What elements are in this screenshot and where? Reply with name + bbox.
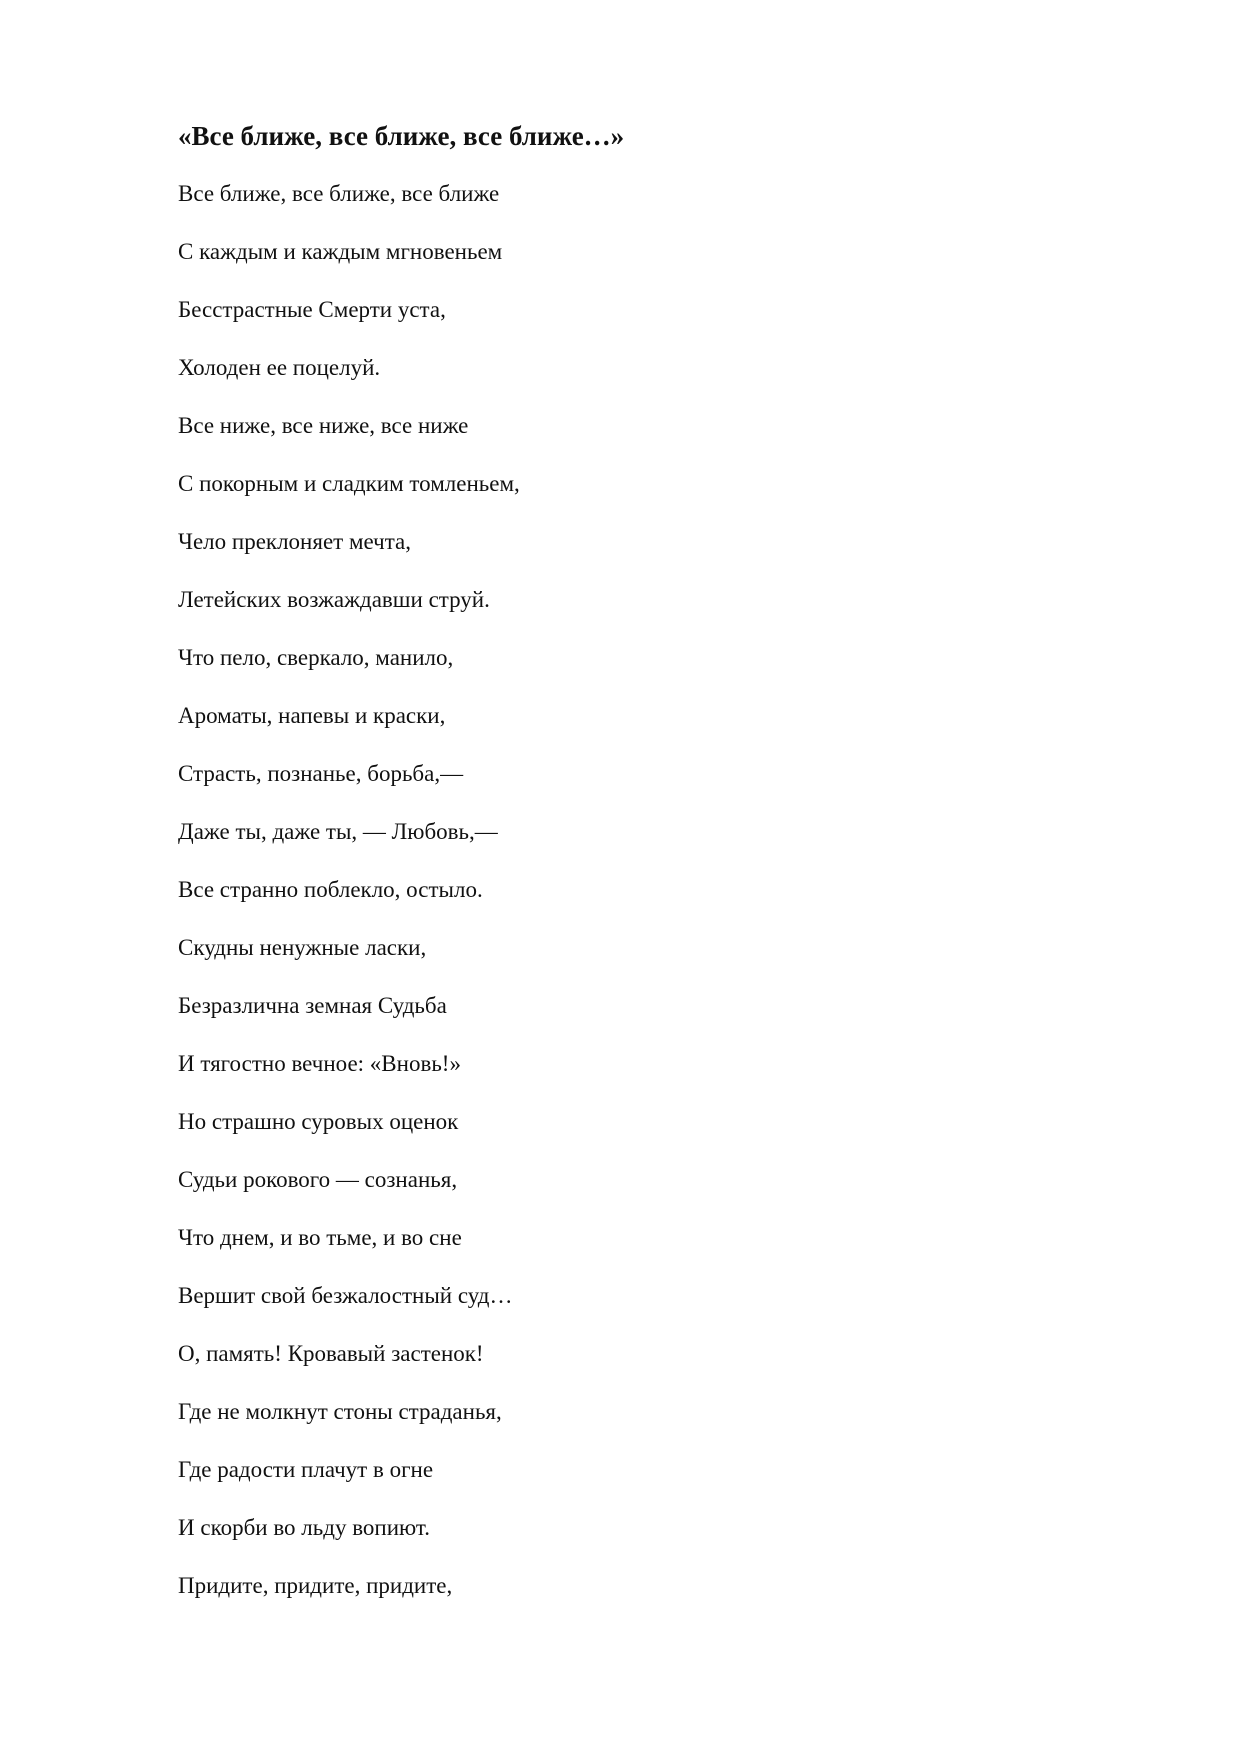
poem-line: Скудны ненужные ласки,: [178, 935, 427, 960]
poem-line: Холоден ее поцелуй.: [178, 355, 381, 380]
poem-line: И тягостно вечное: «Вновь!»: [178, 1051, 461, 1076]
poem-line: Что днем, и во тьме, и во сне: [178, 1225, 462, 1250]
poem-line: С покорным и сладким томленьем,: [178, 471, 520, 496]
poem-line: С каждым и каждым мгновеньем: [178, 239, 503, 264]
poem-line: Придите, придите, придите,: [178, 1573, 453, 1598]
poem-line: Страсть, познанье, борьба,—: [178, 761, 464, 786]
poem-line: Вершит свой безжалостный суд…: [178, 1283, 513, 1308]
poem-line: И скорби во льду вопиют.: [178, 1515, 430, 1540]
poem-line: Судьи рокового — сознанья,: [178, 1167, 458, 1192]
poem-lines: [178, 174, 520, 1624]
poem-line: О, память! Кровавый застенок!: [178, 1341, 484, 1366]
poem-line: Все ближе, все ближе, все ближе: [178, 181, 500, 206]
poem-line: Чело преклоняет мечта,: [178, 529, 411, 554]
poem-line: Даже ты, даже ты, — Любовь,—: [178, 819, 498, 844]
poem-line: Где не молкнут стоны страданья,: [178, 1399, 502, 1424]
poem-line: Все ниже, все ниже, все ниже: [178, 413, 469, 438]
poem-line: Все странно поблекло, остыло.: [178, 877, 483, 902]
poem-line: Что пело, сверкало, манило,: [178, 645, 454, 670]
poem-line: Ароматы, напевы и краски,: [178, 703, 446, 728]
poem-title: «Все ближе, все ближе, все ближе…»: [178, 121, 625, 151]
poem-line: Но страшно суровых оценок: [178, 1109, 459, 1134]
poem-line: Летейских возжаждавши струй.: [178, 587, 490, 612]
poem-line: Бесстрастные Смерти уста,: [178, 297, 446, 322]
poem-line: Где радости плачут в огне: [178, 1457, 434, 1482]
poem-line: Безразлична земная Судьба: [178, 993, 447, 1018]
